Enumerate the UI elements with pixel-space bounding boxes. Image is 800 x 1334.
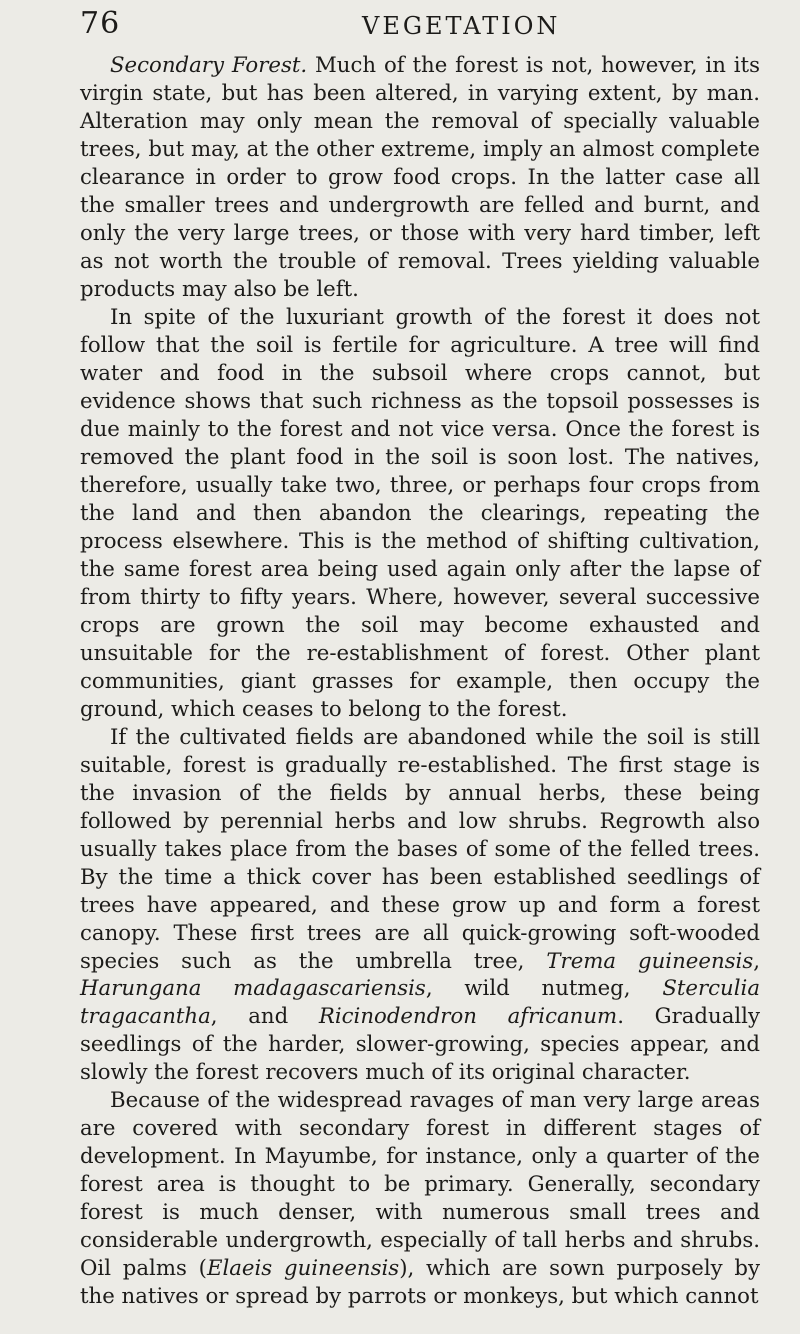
running-title: VEGETATION <box>362 12 561 40</box>
text-run: , wild nutmeg, <box>425 976 663 1002</box>
species-name: Harungana madagascariensis <box>80 976 426 1002</box>
text-run: ), which are sown purposely by the natives or spread by parrots or monkeys, but which cannot <box>80 1256 760 1310</box>
paragraph <box>80 304 760 724</box>
paragraph <box>80 724 760 1088</box>
text-run: , and <box>210 1004 319 1030</box>
text-run: If the cultivated fields are abandoned while the soil is still suitable, forest is gradually re-established. The first stage is the invasion of the fields by annual herbs, these being followed by perennial herbs and low shrubs. Regrowth also usually takes place from the bases of some of the felled trees. By the time a thick cover has been established seedlings of trees have appeared, and these grow up and form a forest canopy. These first trees are all quick-growing soft-wooded species such as the umbrella tree, <box>80 724 760 974</box>
paragraph <box>80 1087 760 1311</box>
species-name: Ricinodendron africanum <box>318 1004 618 1030</box>
running-head <box>80 0 760 52</box>
text-run: In spite of the luxuriant growth of the forest it does not follow that the soil is fertile for agriculture. A tree will find water and food in the subsoil where crops cannot, but evidence shows that such richness as the topsoil possesses is due mainly to the forest and not vice versa. Once the forest is removed the plant food in the soil is soon lost. The natives, therefore, usually take two, three, or perhaps four crops from the land and then abandon the clearings, repeating the process elsewhere. This is the method of shifting cultivation, the same forest area being used again only after the lapse of from thirty to fifty years. Where, however, several successive crops are grown the soil may become exhausted and unsuitable for the re-establishment of forest. Other plant communities, giant grasses for example, then occupy the ground, which ceases to belong to the forest. <box>80 304 760 722</box>
body-text <box>80 52 760 1311</box>
text-run: . Gradually seedlings of the harder, slower-growing, species appear, and slowly the forest recovers much of its original character. <box>80 1004 760 1086</box>
species-name: Sterculia tragacantha <box>80 976 760 1030</box>
species-name: Trema guineensis <box>546 948 754 974</box>
paragraph <box>80 52 760 304</box>
text-run: Because of the widespread ravages of man very large areas are covered with secondary forest in different stages of development. In Mayumbe, for instance, only a quarter of the forest area is thought to be primary. Generally, secondary forest is much denser, with numerous small trees and considerable undergrowth, especially of tall herbs and shrubs. Oil palms ( <box>80 1088 760 1282</box>
page-number: 76 <box>80 6 121 41</box>
section-heading: Secondary Forest. <box>110 53 308 78</box>
species-name: Elaeis guineensis <box>206 1256 400 1282</box>
text-run: Much of the forest is not, however, in its virgin state, but has been altered, in varying extent, by man. Alteration may only mean the removal of specially valuable trees, but may, at the other extreme, imply an almost complete clearance in order to grow food crops. In the latter case all the smaller trees and undergrowth are felled and burnt, and only the very large trees, or those with very hard timber, left as not worth the trouble of removal. Trees yielding valuable products may also be left. <box>80 53 760 302</box>
text-run: , <box>753 948 760 974</box>
